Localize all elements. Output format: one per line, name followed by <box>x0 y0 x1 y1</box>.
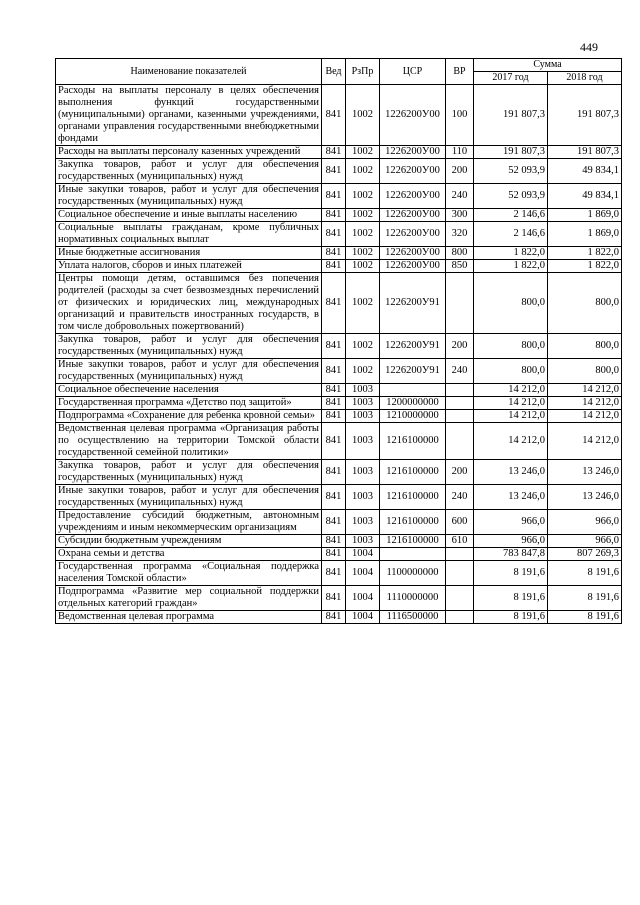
row-sum-2017: 52 093,9 <box>474 184 548 209</box>
header-year-2018: 2018 год <box>548 72 622 85</box>
row-csr: 1100000000 <box>380 561 446 586</box>
row-sum-2018: 49 834,1 <box>548 159 622 184</box>
row-csr: 1226200У00 <box>380 247 446 260</box>
row-sum-2018: 14 212,0 <box>548 410 622 423</box>
row-vr <box>446 410 474 423</box>
row-name: Закупка товаров, работ и услуг для обеспечения государственных (муниципальных) нужд <box>56 460 322 485</box>
row-sum-2018: 966,0 <box>548 535 622 548</box>
table-row <box>56 510 622 535</box>
row-ved: 841 <box>322 184 346 209</box>
row-rzpr: 1003 <box>346 460 380 485</box>
row-vr: 800 <box>446 247 474 260</box>
header-sum: Сумма <box>474 59 622 72</box>
row-csr: 1226200У00 <box>380 146 446 159</box>
row-vr: 200 <box>446 460 474 485</box>
row-name: Подпрограмма «Развитие мер социальной поддержки отдельных категорий граждан» <box>56 586 322 611</box>
table-row <box>56 535 622 548</box>
table-row <box>56 260 622 273</box>
row-vr <box>446 384 474 397</box>
row-csr: 1226200У00 <box>380 85 446 146</box>
table-row <box>56 359 622 384</box>
row-name: Ведомственная целевая программа <box>56 611 322 624</box>
row-rzpr: 1002 <box>346 184 380 209</box>
header-vr: ВР <box>446 59 474 85</box>
row-name: Предоставление субсидий бюджетным, автономным учреждениям и иным некоммерческим организациям <box>56 510 322 535</box>
row-ved: 841 <box>322 359 346 384</box>
row-vr: 240 <box>446 184 474 209</box>
row-rzpr: 1003 <box>346 423 380 460</box>
row-name: Подпрограмма «Сохранение для ребенка кровной семьи» <box>56 410 322 423</box>
table-row <box>56 222 622 247</box>
table-row <box>56 485 622 510</box>
table-row <box>56 561 622 586</box>
row-sum-2017: 783 847,8 <box>474 548 548 561</box>
row-ved: 841 <box>322 535 346 548</box>
row-sum-2017: 966,0 <box>474 535 548 548</box>
row-vr <box>446 586 474 611</box>
row-sum-2017: 966,0 <box>474 510 548 535</box>
table-row <box>56 184 622 209</box>
row-sum-2017: 14 212,0 <box>474 384 548 397</box>
row-name: Закупка товаров, работ и услуг для обеспечения государственных (муниципальных) нужд <box>56 334 322 359</box>
row-vr <box>446 548 474 561</box>
row-csr: 1116500000 <box>380 611 446 624</box>
row-csr: 1226200У00 <box>380 184 446 209</box>
row-sum-2017: 2 146,6 <box>474 209 548 222</box>
row-rzpr: 1003 <box>346 410 380 423</box>
row-ved: 841 <box>322 397 346 410</box>
row-sum-2018: 14 212,0 <box>548 397 622 410</box>
table-row <box>56 423 622 460</box>
table-row <box>56 247 622 260</box>
row-vr: 110 <box>446 146 474 159</box>
row-sum-2018: 1 869,0 <box>548 222 622 247</box>
row-sum-2018: 13 246,0 <box>548 485 622 510</box>
row-sum-2017: 1 822,0 <box>474 260 548 273</box>
row-rzpr: 1002 <box>346 209 380 222</box>
row-sum-2017: 14 212,0 <box>474 410 548 423</box>
row-csr: 1216100000 <box>380 485 446 510</box>
row-ved: 841 <box>322 586 346 611</box>
row-sum-2018: 191 807,3 <box>548 85 622 146</box>
row-vr <box>446 397 474 410</box>
row-sum-2018: 8 191,6 <box>548 586 622 611</box>
row-sum-2017: 2 146,6 <box>474 222 548 247</box>
row-sum-2018: 8 191,6 <box>548 561 622 586</box>
row-vr: 240 <box>446 485 474 510</box>
row-ved: 841 <box>322 485 346 510</box>
row-vr <box>446 423 474 460</box>
row-csr: 1216100000 <box>380 423 446 460</box>
row-sum-2017: 191 807,3 <box>474 146 548 159</box>
row-name: Иные закупки товаров, работ и услуг для обеспечения государственных (муниципальных) нужд <box>56 184 322 209</box>
table-row <box>56 548 622 561</box>
row-csr: 1216100000 <box>380 535 446 548</box>
row-csr: 1226200У00 <box>380 222 446 247</box>
row-csr: 1226200У00 <box>380 209 446 222</box>
table-row <box>56 586 622 611</box>
row-rzpr: 1003 <box>346 510 380 535</box>
row-name: Государственная программа «Социальная поддержка населения Томской области» <box>56 561 322 586</box>
row-rzpr: 1002 <box>346 85 380 146</box>
row-sum-2018: 14 212,0 <box>548 384 622 397</box>
row-sum-2018: 1 822,0 <box>548 247 622 260</box>
row-vr: 200 <box>446 159 474 184</box>
row-sum-2018: 807 269,3 <box>548 548 622 561</box>
row-name: Центры помощи детям, оставшимся без попечения родителей (расходы за счет безвозмездных перечислений от физических и юридических лиц, международных организаций и правительств иностранных государств, в том числе добровольных пожертвований) <box>56 273 322 334</box>
row-rzpr: 1002 <box>346 159 380 184</box>
table-row <box>56 611 622 624</box>
row-name: Расходы на выплаты персоналу в целях обеспечения выполнения функций государственными (муниципальными) органами, казенными учреждениями, органами управления государственными внебюджетными фондами <box>56 85 322 146</box>
row-rzpr: 1002 <box>346 146 380 159</box>
row-sum-2018: 1 869,0 <box>548 209 622 222</box>
row-csr: 1216100000 <box>380 460 446 485</box>
row-name: Иные закупки товаров, работ и услуг для обеспечения государственных (муниципальных) нужд <box>56 485 322 510</box>
row-sum-2018: 966,0 <box>548 510 622 535</box>
row-name: Социальное обеспечение и иные выплаты населению <box>56 209 322 222</box>
row-name: Закупка товаров, работ и услуг для обеспечения государственных (муниципальных) нужд <box>56 159 322 184</box>
table-row <box>56 334 622 359</box>
row-sum-2017: 13 246,0 <box>474 460 548 485</box>
row-vr: 300 <box>446 209 474 222</box>
row-rzpr: 1003 <box>346 397 380 410</box>
row-sum-2017: 800,0 <box>474 334 548 359</box>
row-ved: 841 <box>322 159 346 184</box>
row-rzpr: 1002 <box>346 359 380 384</box>
row-rzpr: 1002 <box>346 260 380 273</box>
row-rzpr: 1002 <box>346 334 380 359</box>
row-ved: 841 <box>322 384 346 397</box>
row-sum-2018: 14 212,0 <box>548 423 622 460</box>
page-number: 449 <box>580 40 598 54</box>
row-sum-2018: 800,0 <box>548 334 622 359</box>
row-rzpr: 1003 <box>346 384 380 397</box>
row-vr: 850 <box>446 260 474 273</box>
row-ved: 841 <box>322 460 346 485</box>
row-sum-2017: 191 807,3 <box>474 85 548 146</box>
row-csr: 1200000000 <box>380 397 446 410</box>
row-ved: 841 <box>322 410 346 423</box>
row-csr <box>380 384 446 397</box>
row-csr <box>380 548 446 561</box>
row-sum-2017: 800,0 <box>474 273 548 334</box>
row-name: Уплата налогов, сборов и иных платежей <box>56 260 322 273</box>
row-csr: 1210000000 <box>380 410 446 423</box>
header-name: Наименование показателей <box>56 59 322 85</box>
row-vr: 320 <box>446 222 474 247</box>
row-ved: 841 <box>322 260 346 273</box>
row-name: Иные бюджетные ассигнования <box>56 247 322 260</box>
row-rzpr: 1002 <box>346 247 380 260</box>
row-rzpr: 1003 <box>346 535 380 548</box>
row-name: Государственная программа «Детство под защитой» <box>56 397 322 410</box>
row-ved: 841 <box>322 85 346 146</box>
row-sum-2018: 8 191,6 <box>548 611 622 624</box>
row-rzpr: 1004 <box>346 561 380 586</box>
row-vr: 100 <box>446 85 474 146</box>
row-csr: 1226200У91 <box>380 273 446 334</box>
budget-table <box>55 58 622 624</box>
header-csr: ЦСР <box>380 59 446 85</box>
row-sum-2017: 800,0 <box>474 359 548 384</box>
row-ved: 841 <box>322 334 346 359</box>
row-ved: 841 <box>322 561 346 586</box>
row-vr: 600 <box>446 510 474 535</box>
header-ved: Вед <box>322 59 346 85</box>
row-ved: 841 <box>322 423 346 460</box>
row-ved: 841 <box>322 611 346 624</box>
row-vr: 610 <box>446 535 474 548</box>
header-rzpr: РзПр <box>346 59 380 85</box>
table-row <box>56 397 622 410</box>
row-csr: 1110000000 <box>380 586 446 611</box>
table-row <box>56 159 622 184</box>
row-sum-2017: 1 822,0 <box>474 247 548 260</box>
row-sum-2018: 191 807,3 <box>548 146 622 159</box>
row-ved: 841 <box>322 510 346 535</box>
row-sum-2018: 1 822,0 <box>548 260 622 273</box>
row-vr <box>446 611 474 624</box>
row-name: Иные закупки товаров, работ и услуг для обеспечения государственных (муниципальных) нужд <box>56 359 322 384</box>
table-row <box>56 273 622 334</box>
row-sum-2017: 8 191,6 <box>474 561 548 586</box>
table-row <box>56 85 622 146</box>
row-vr: 240 <box>446 359 474 384</box>
row-rzpr: 1004 <box>346 548 380 561</box>
row-name: Ведомственная целевая программа «Организация работы по осуществлению на территории Томской области государственной семейной политики» <box>56 423 322 460</box>
row-sum-2017: 52 093,9 <box>474 159 548 184</box>
row-sum-2017: 14 212,0 <box>474 397 548 410</box>
table-row <box>56 209 622 222</box>
row-rzpr: 1002 <box>346 222 380 247</box>
row-vr: 200 <box>446 334 474 359</box>
row-ved: 841 <box>322 222 346 247</box>
row-name: Охрана семьи и детства <box>56 548 322 561</box>
row-name: Социальное обеспечение населения <box>56 384 322 397</box>
row-name: Социальные выплаты гражданам, кроме публичных нормативных социальных выплат <box>56 222 322 247</box>
row-ved: 841 <box>322 209 346 222</box>
row-rzpr: 1003 <box>346 485 380 510</box>
row-vr <box>446 273 474 334</box>
row-sum-2017: 8 191,6 <box>474 586 548 611</box>
table-row <box>56 460 622 485</box>
row-ved: 841 <box>322 146 346 159</box>
row-sum-2018: 13 246,0 <box>548 460 622 485</box>
table-body <box>56 85 622 624</box>
row-name: Субсидии бюджетным учреждениям <box>56 535 322 548</box>
row-sum-2017: 14 212,0 <box>474 423 548 460</box>
row-sum-2018: 800,0 <box>548 273 622 334</box>
row-name: Расходы на выплаты персоналу казенных учреждений <box>56 146 322 159</box>
row-ved: 841 <box>322 273 346 334</box>
table-row <box>56 410 622 423</box>
row-sum-2017: 13 246,0 <box>474 485 548 510</box>
row-sum-2018: 800,0 <box>548 359 622 384</box>
table-row <box>56 384 622 397</box>
table-header <box>56 59 622 85</box>
table-row <box>56 146 622 159</box>
row-vr <box>446 561 474 586</box>
row-csr: 1226200У00 <box>380 260 446 273</box>
row-csr: 1216100000 <box>380 510 446 535</box>
row-sum-2018: 49 834,1 <box>548 184 622 209</box>
row-ved: 841 <box>322 548 346 561</box>
header-year-2017: 2017 год <box>474 72 548 85</box>
row-csr: 1226200У91 <box>380 334 446 359</box>
row-rzpr: 1002 <box>346 273 380 334</box>
row-sum-2017: 8 191,6 <box>474 611 548 624</box>
row-csr: 1226200У00 <box>380 159 446 184</box>
row-ved: 841 <box>322 247 346 260</box>
row-rzpr: 1004 <box>346 611 380 624</box>
row-rzpr: 1004 <box>346 586 380 611</box>
row-csr: 1226200У91 <box>380 359 446 384</box>
